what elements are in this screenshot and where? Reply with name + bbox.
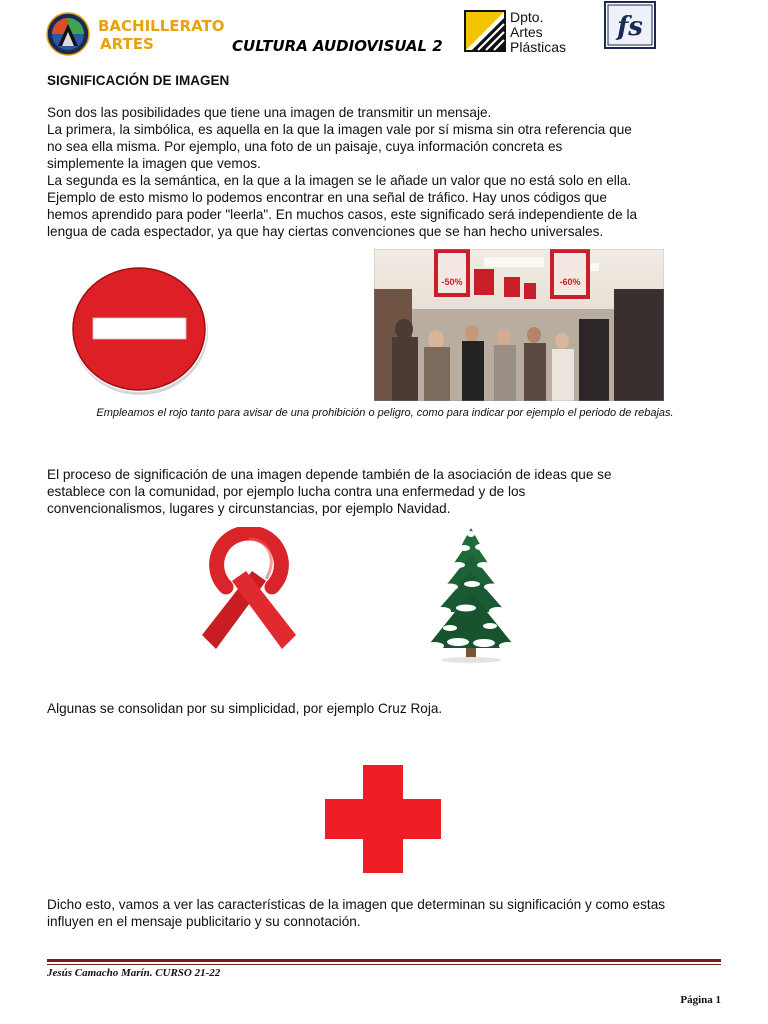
figure-caption: Empleamos el rojo tanto para avisar de una prohibición o peligro, como para indicar por ejemplo el periodo de rebajas. — [96, 407, 674, 419]
text-line: convencionalismos, lugares y circunstancias, por ejemplo Navidad. — [47, 501, 451, 516]
text-line: Dicho esto, vamos a ver las características de la imagen que determinan su significación y como estas — [47, 897, 666, 912]
fs-logo-icon — [604, 1, 656, 49]
page-number: Página 1 — [680, 994, 721, 1006]
document-title: CULTURA AUDIOVISUAL 2 — [232, 37, 443, 55]
paragraph-association — [47, 466, 727, 517]
dpto-line: Dpto. — [510, 9, 544, 25]
text-line: Ejemplo de esto mismo lo podemos encontrar en una señal de tráfico. Hay unos códigos que — [47, 190, 607, 205]
paragraph-simplicity — [47, 700, 727, 717]
paragraph-intro — [47, 104, 727, 240]
dpto-line: Plásticas — [510, 39, 567, 55]
footer-rule-thick — [47, 959, 721, 962]
dpto-text — [510, 10, 566, 55]
text-line: Son dos las posibilidades que tiene una imagen de transmitir un mensaje. — [47, 105, 492, 120]
sale-sign-text: -50% — [441, 277, 463, 287]
text-line: El proceso de significación de una imagen depende también de la asociación de ideas que se — [47, 467, 612, 482]
dpto-line: Artes — [510, 24, 543, 40]
text-line: no sea ella misma. Por ejemplo, una foto de un paisaje, cuya información concreta es — [47, 139, 563, 154]
red-ribbon-image — [196, 527, 302, 661]
text-line: establece con la comunidad, por ejemplo lucha contra una enfermedad y de los — [47, 484, 526, 499]
text-line: lengua de cada espectador, ya que hay ciertas convenciones que se han hecho universales. — [47, 224, 604, 239]
text-line: La segunda es la semántica, en la que a la imagen se le añade un valor que no está solo en ella. — [47, 173, 632, 188]
bachillerato-artes-logo — [46, 12, 225, 56]
store-sale-photo — [374, 249, 664, 401]
paragraph-conclusion — [47, 896, 727, 930]
bachillerato-logo-icon — [46, 12, 90, 56]
footer-rule-thin — [47, 964, 721, 965]
logo-line2: ARTES — [100, 35, 154, 53]
no-entry-sign-image — [68, 262, 212, 396]
footer-author: Jesús Camacho Marín. CURSO 21-22 — [47, 967, 221, 979]
fs-logo-text: fs — [617, 12, 643, 42]
text-line: Algunas se consolidan por su simplicidad, por ejemplo Cruz Roja. — [47, 701, 443, 716]
text-line: La primera, la simbólica, es aquella en la que la imagen vale por sí misma sin otra referencia que — [47, 122, 632, 137]
red-cross-image — [325, 765, 441, 873]
dpto-logo-icon — [464, 10, 506, 52]
fs-logo — [604, 1, 656, 49]
dpto-artes-logo — [464, 10, 579, 54]
text-line: simplemente la imagen que vemos. — [47, 156, 261, 171]
text-line: hemos aprendido para poder "leerla". En muchos casos, este significado será independiente de la — [47, 207, 638, 222]
section-title: SIGNIFICACIÓN DE IMAGEN — [47, 73, 230, 88]
logo-line1: BACHILLERATO — [98, 17, 225, 35]
christmas-tree-image — [420, 526, 522, 664]
text-line: influyen en el mensaje publicitario y su connotación. — [47, 914, 361, 929]
sale-sign-text: -60% — [559, 277, 581, 287]
